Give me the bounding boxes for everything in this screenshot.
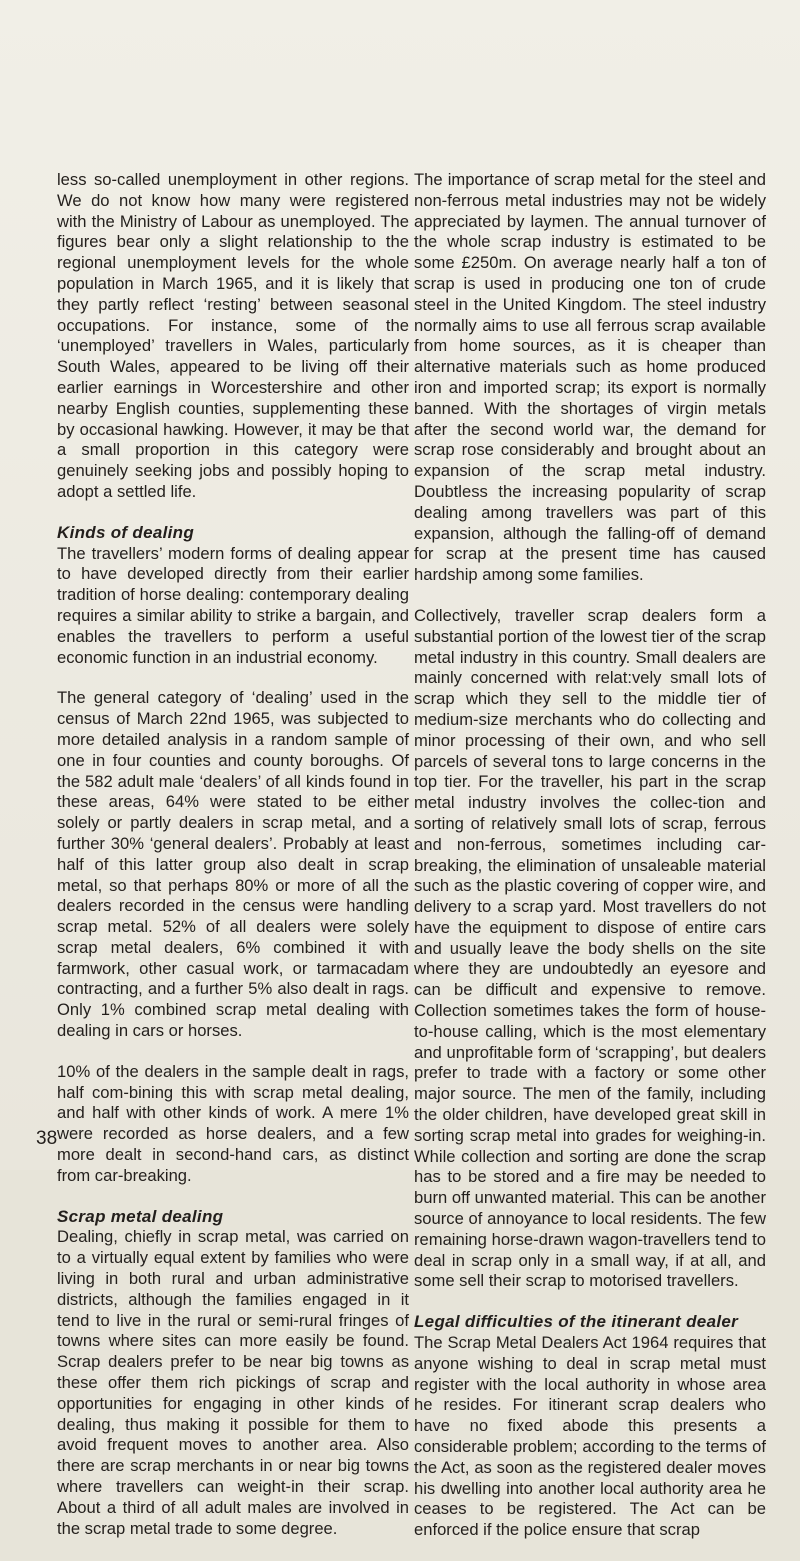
paragraph: Dealing, chiefly in scrap metal, was carried on to a virtually equal extent by families who were living in both rural and urban administrative districts, although the families engaged in it tend to live in the rural or semi-rural fringes of towns where sites can more easily be found. Scrap dealers prefer to be near big towns as these offer them rich pickings of scrap and opportunities for engaging in other kinds of dealing, thus making it possible for them to avoid frequent moves to another area. Also there are scrap merchants in or near big towns where travellers can weight-in their scrap. About a third of all adult males are involved in the scrap metal trade to some degree. [57, 1227, 409, 1538]
paragraph: The importance of scrap metal for the steel and non-ferrous metal industries may not be widely appreciated by laymen. The annual turnover of the whole scrap industry is estimated to be some £250m. On average nearly half a ton of scrap is used in producing one ton of crude steel in the United Kingdom. The steel industry normally aims to use all ferrous scrap available from home sources, as it is cheaper than alternative materials such as home produced iron and imported scrap; its export is normally banned. With the shortages of virgin metals after the second world war, the demand for scrap rose considerably and brought about an expansion of the scrap metal industry. Doubtless the increasing popularity of scrap dealing among travellers was part of this expansion, although the falling-off of demand for scrap at the present time has caused hardship among some families. [414, 170, 766, 585]
page-number: 38 [36, 1128, 58, 1149]
right-column [414, 170, 766, 1561]
section-heading: Kinds of dealing [57, 522, 195, 542]
section-heading: Scrap metal dealing [57, 1206, 224, 1226]
paragraph: Collectively, traveller scrap dealers form a substantial portion of the lowest tier of the scrap metal industry in this country. Small dealers are mainly concerned with relat:vely small lots of scrap which they sell to the middle tier of medium-size merchants who do collecting and minor processing of their own, and who sell parcels of several tons to large concerns in the top tier. For the traveller, his part in the scrap metal industry involves the collec-tion and sorting of relatively small lots of scrap, ferrous and non-ferrous, sometimes including car-breaking, the elimination of unsaleable material such as the plastic covering of copper wire, and delivery to a scrap yard. Most travellers do not have the equipment to dispose of entire cars and usually leave the body shells on the site where they are undoubtedly an eyesore and can be difficult and expensive to remove. Collection sometimes takes the form of house-to-house calling, which is the most elementary and unprofitable form of ‘scrapping’, but dealers prefer to trade with a factory or some other major source. The men of the family, including the older children, have developed great skill in sorting scrap metal into grades for weighing-in. While collection and sorting are done the scrap has to be stored and a fire may be needed to burn off unwanted material. This can be another source of annoyance to local residents. The few remaining horse-drawn wagon-travellers tend to deal in scrap only in a small way, if at all, and some sell their scrap to motorised travellers. [414, 605, 766, 1291]
paragraph: The general category of ‘dealing’ used in the census of March 22nd 1965, was subjected to more detailed analysis in a random sample of one in four counties and county boroughs. Of the 582 adult male ‘dealers’ of all kinds found in these areas, 64% were stated to be either solely or partly dealers in scrap metal, and a further 30% ‘general dealers’. Probably at least half of this latter group also dealt in scrap metal, so that perhaps 80% or more of all the dealers recorded in the census were handling scrap metal. 52% of all dealers were solely scrap metal dealers, 6% combined it with farmwork, other casual work, or tarmacadam contracting, and a further 5% also dealt in rags. Only 1% combined scrap metal dealing with dealing in cars or horses. [57, 688, 409, 1041]
paragraph: The Scrap Metal Dealers Act 1964 requires that anyone wishing to deal in scrap metal must register with the local authority in whose area he resides. For itinerant scrap dealers who have no fixed abode this presents a considerable problem; according to the terms of the Act, as soon as the registered dealer moves his dwelling into another local authority area he ceases to be registered. The Act can be enforced if the police ensure that scrap [414, 1333, 766, 1540]
paragraph: 10% of the dealers in the sample dealt in rags, half com-bining this with scrap metal dealing, and half with other kinds of work. A mere 1% were recorded as horse dealers, and a few more dealt in second-hand cars, as distinct from car-breaking. [57, 1061, 409, 1185]
left-column [57, 170, 409, 1559]
paragraph: less so-called unemployment in other regions. We do not know how many were registered with the Ministry of Labour as unemployed. The figures bear only a slight relationship to the regional unemployment levels for the whole population in March 1965, and it is likely that they partly reflect ‘resting’ between seasonal occupations. For instance, some of the ‘unemployed’ travellers in Wales, particularly South Wales, appeared to be living off their earlier earnings in Worcestershire and other nearby English counties, supplementing these by occasional hawking. However, it may be that a small proportion in this category were genuinely seeking jobs and possibly hoping to adopt a settled life. [57, 170, 409, 501]
paragraph: The travellers’ modern forms of dealing appear to have developed directly from their earlier tradition of horse dealing: contemporary dealing requires a similar ability to strike a bargain, and enables the travellers to perform a useful economic function in an industrial economy. [57, 543, 409, 667]
section-heading: Legal difficulties of the itinerant dealer [414, 1312, 739, 1332]
